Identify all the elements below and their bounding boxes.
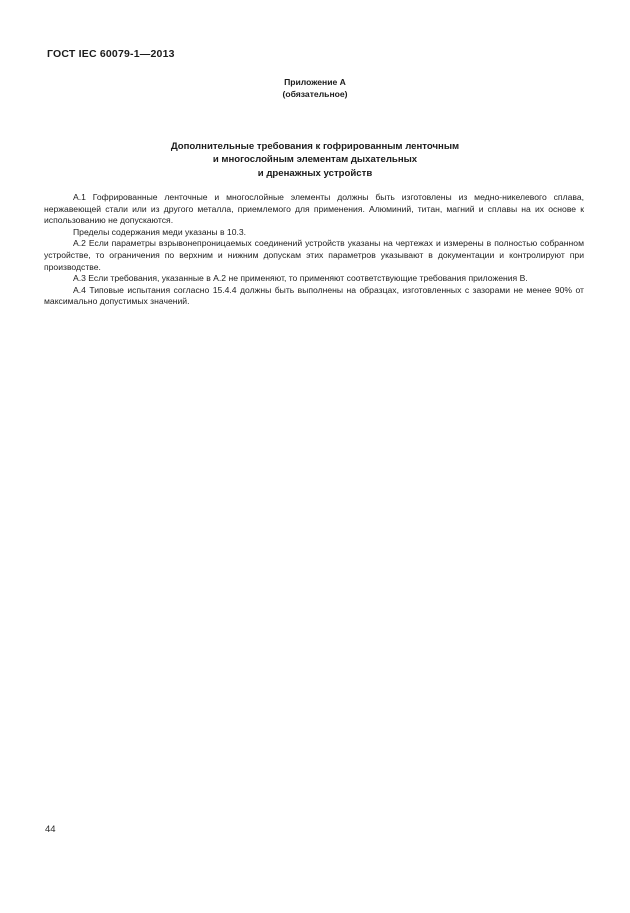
paragraph-a3: А.3 Если требования, указанные в А.2 не применяют, то применяют соответствующие требования приложения В.: [73, 273, 528, 284]
annex-heading: [0, 77, 630, 100]
annex-name: Приложение А: [284, 77, 346, 87]
annex-title-line-1: Дополнительные требования к гофрированным ленточным: [170, 141, 460, 152]
document-standard-code: ГОСТ IEC 60079-1—2013: [47, 48, 175, 60]
annex-title-line-3: и дренажных устройств: [257, 167, 373, 179]
paragraph-a2: А.2 Если параметры взрывонепроницаемых соединений устройств указаны на чертежах и измерены в полностью собранном устройстве, то ограничения по верхним и нижним допускам этих параметров указывают в документации и контролируют при производстве.: [44, 238, 584, 272]
paragraph-a1: А.1 Гофрированные ленточные и многослойные элементы должны быть изготовлены из медно-никелевого сплава, нержавеющей стали или из другого металла, приемлемого для применения. Алюминий, титан, магний и сплавы на их основе к использованию не допускаются.: [44, 192, 584, 226]
paragraph-a1-note: Пределы содержания меди указаны в 10.3.: [73, 226, 247, 237]
page-number: 44: [45, 824, 56, 835]
annex-title: [0, 140, 630, 180]
paragraph-a4: А.4 Типовые испытания согласно 15.4.4 должны быть выполнены на образцах, изготовленных с зазорами не менее 90% от максимально допустимых значений.: [44, 284, 584, 307]
annex-kind: (обязательное): [282, 88, 348, 99]
annex-title-line-2: и многослойным элементам дыхательных: [212, 154, 418, 166]
body-text: [44, 192, 584, 308]
